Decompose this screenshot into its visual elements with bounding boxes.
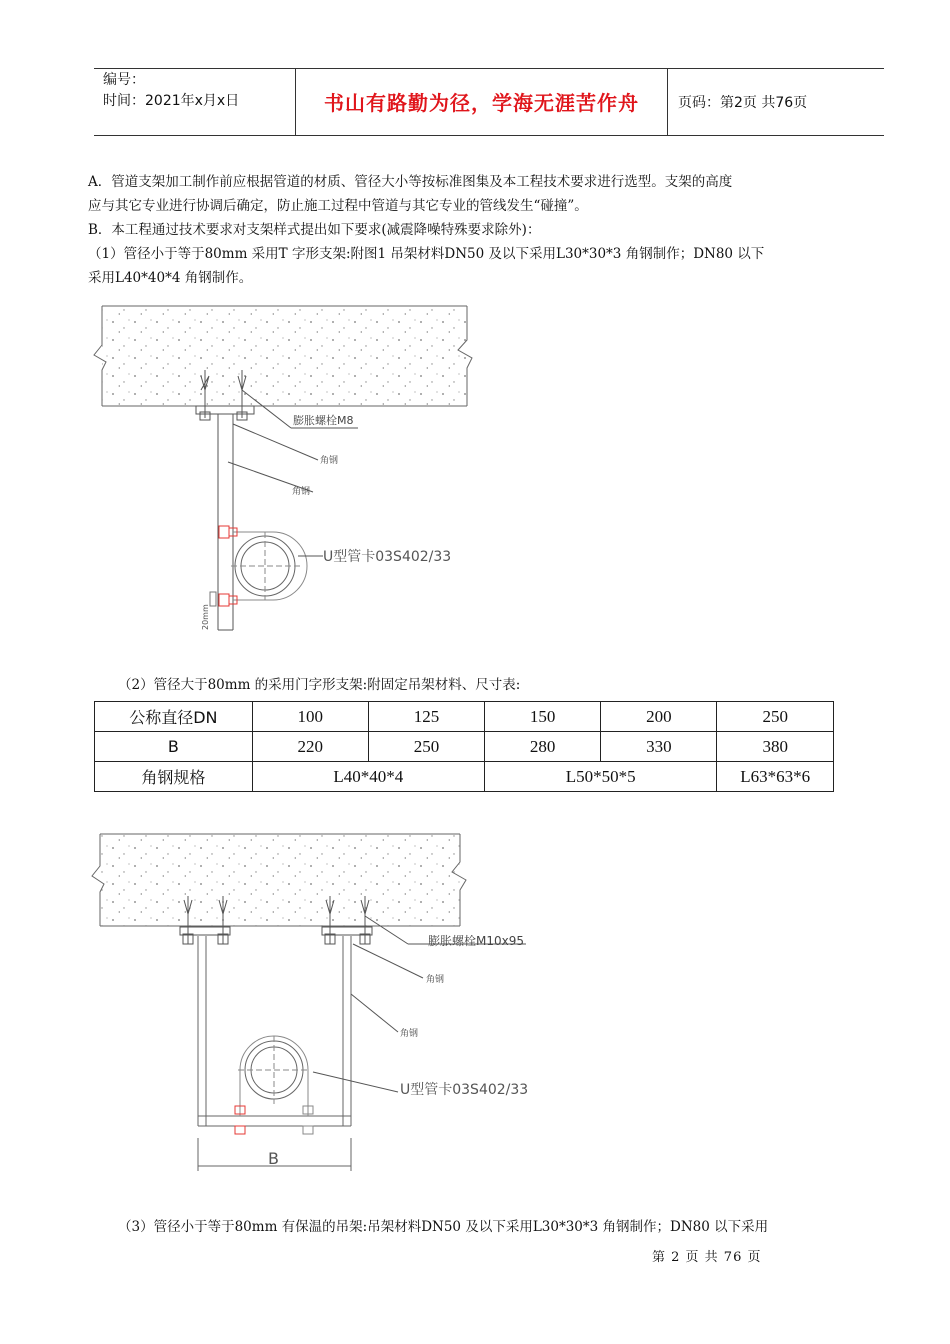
header-bottom-rule	[94, 135, 884, 136]
item-3-caption: （3）管径小于等于80mm 有保温的吊架:吊架材料DN50 及以下采用L30*30*3 角钢制作；DN80 以下采用	[118, 1219, 769, 1235]
dimension-b-label: B	[268, 1149, 279, 1168]
row-header: B	[95, 732, 253, 762]
paragraph-a	[88, 170, 894, 290]
header-motto: 书山有路勤为径，学海无涯苦作舟	[324, 91, 639, 115]
table-cell: 100	[252, 702, 368, 732]
item-2-caption: （2）管径大于80mm 的采用门字形支架:附固定吊架材料、尺寸表:	[118, 677, 521, 693]
table-cell: 330	[601, 732, 717, 762]
table-cell: 200	[601, 702, 717, 732]
concrete-slab	[92, 834, 466, 926]
table-cell: 280	[485, 732, 601, 762]
table-cell: 150	[485, 702, 601, 732]
paragraph-line: 应与其它专业进行协调后确定，防止施工过程中管道与其它专业的管线发生“碰撞”。	[88, 198, 588, 214]
footer-page-number: 第 2 页 共 76 页	[652, 1250, 762, 1265]
item-1-line: 采用L40*40*4 角钢制作。	[88, 270, 253, 286]
clamp-label: U型管卡03S402/33	[400, 1082, 529, 1098]
document-number-label: 编号：	[103, 72, 145, 88]
side-dimension-label: 20mm	[201, 604, 210, 630]
angle-label: 角钢	[426, 975, 445, 985]
item-1-line: （1）管径小于等于80mm 采用T 字形支架:附图1 吊架材料DN50 及以下采用L30*30*3 角钢制作；DN80 以下	[88, 246, 765, 262]
figure-t-hanger	[88, 300, 508, 645]
paragraph-line: A．管道支架加工制作前应根据管道的材质、管径大小等按标准图集及本工程技术要求进行选型。支架的高度	[88, 174, 733, 190]
figure-gate-hanger	[88, 826, 538, 1176]
bolt-label: 膨胀螺栓M8	[293, 414, 354, 427]
clamp-label: U型管卡03S402/33	[323, 549, 452, 565]
angle-label: 角钢	[292, 487, 311, 497]
table-cell: 220	[252, 732, 368, 762]
table-row	[95, 732, 834, 762]
angle-label: 角钢	[400, 1029, 419, 1039]
document-time-label: 时间：2021年x月x日	[103, 93, 240, 109]
u-pipe-clamp	[235, 1036, 313, 1134]
angle-label: 角钢	[320, 456, 339, 466]
bolt-label: 膨胀螺栓M10x95	[428, 934, 524, 948]
table-cell: 125	[368, 702, 484, 732]
table-cell: 250	[368, 732, 484, 762]
row-header: 角钢规格	[95, 762, 253, 792]
header-meta	[103, 70, 239, 112]
paragraph-b: B．本工程通过技术要求对支架样式提出如下要求(减震降噪特殊要求除外)：	[88, 222, 541, 238]
table-cell: 380	[717, 732, 834, 762]
table-row	[95, 702, 834, 732]
header-divider	[667, 68, 668, 135]
angle-steel-vertical	[218, 414, 233, 630]
table-row	[95, 762, 834, 792]
table-cell: L40*40*4	[252, 762, 484, 792]
u-pipe-clamp	[210, 526, 307, 606]
hanger-spec-table	[94, 701, 834, 792]
header-page-number: 页码：第2页 共76页	[678, 94, 808, 111]
table-cell: L50*50*5	[485, 762, 717, 792]
concrete-slab	[94, 306, 472, 406]
table-cell: 250	[717, 702, 834, 732]
angle-steel-frame	[198, 936, 351, 1126]
row-header: 公称直径DN	[95, 702, 253, 732]
table-cell: L63*63*6	[717, 762, 834, 792]
